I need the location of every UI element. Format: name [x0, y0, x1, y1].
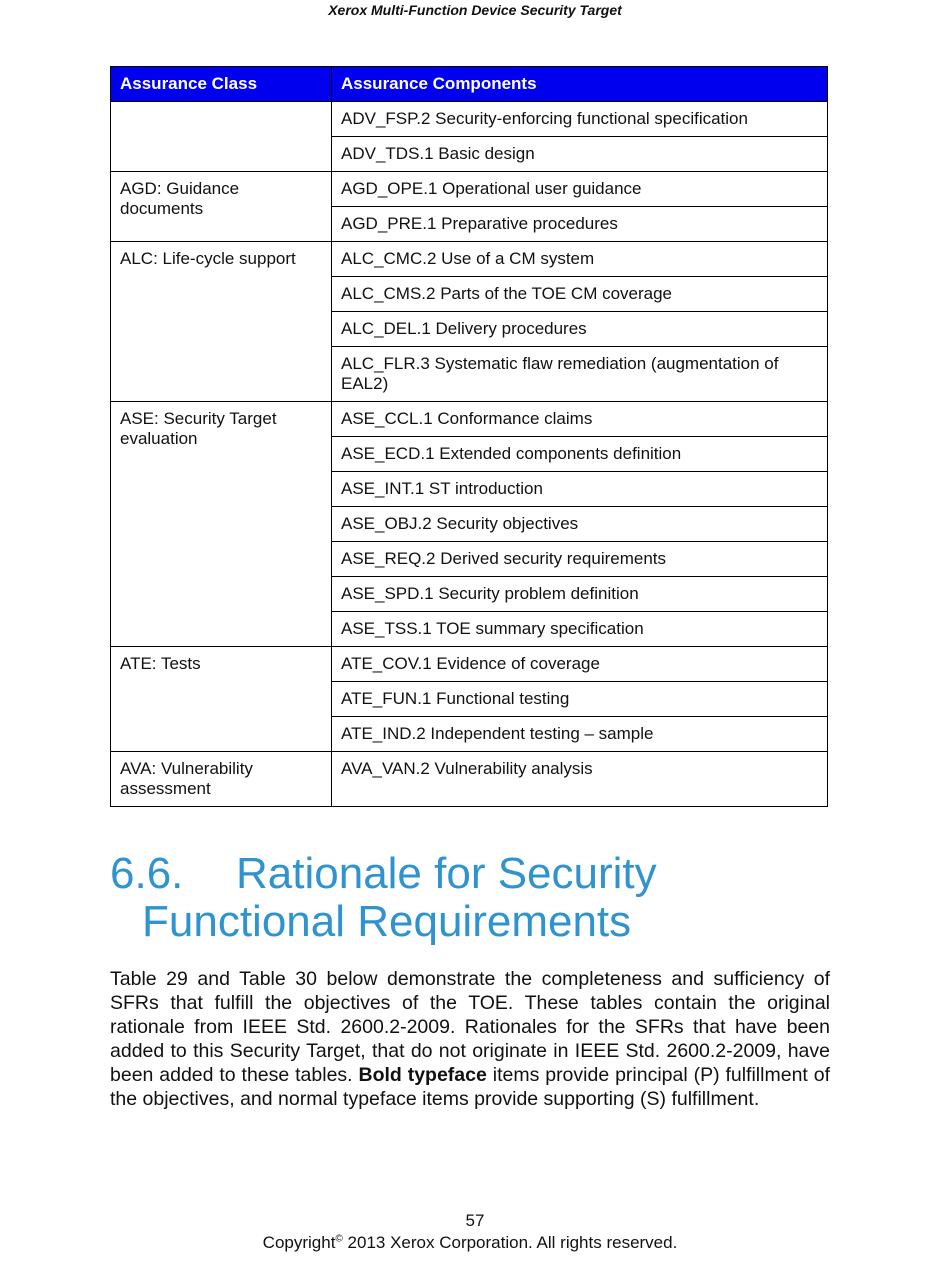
assurance-component-cell: ALC_CMC.2 Use of a CM system: [332, 242, 828, 277]
section-heading: [110, 850, 830, 946]
table-row: [111, 172, 828, 207]
copyright-notice: [0, 1233, 940, 1253]
assurance-component-cell: ATE_COV.1 Evidence of coverage: [332, 647, 828, 682]
assurance-component-cell: ASE_TSS.1 TOE summary specification: [332, 612, 828, 647]
assurance-class-cell: AGD: Guidance documents: [111, 172, 332, 242]
table-row: [111, 647, 828, 682]
section-title-line2: Functional Requirements: [142, 897, 632, 946]
copyright-symbol: ©: [335, 1233, 343, 1245]
assurance-component-cell: ASE_INT.1 ST introduction: [332, 472, 828, 507]
body-bold-text: Bold typeface: [358, 1064, 487, 1086]
assurance-component-cell: ALC_CMS.2 Parts of the TOE CM coverage: [332, 277, 828, 312]
body-text-part1: Table 29 and Table 30 below demonstrate the completeness and sufficiency of SFRs that fulfill the objectives of the TOE. These tables contain the original rationale from IEEE Std. 2600.2-2009. Rationales for the SFRs that have been added to this Security Target, that do not originate in IEEE Std. 2600.2-2009, have been added to these tables.: [110, 968, 830, 1086]
assurance-class-cell: [111, 102, 332, 172]
section-number: 6.6.: [110, 849, 184, 898]
copyright-prefix: Copyright: [262, 1233, 336, 1252]
assurance-component-cell: AGD_PRE.1 Preparative procedures: [332, 207, 828, 242]
assurance-component-cell: AVA_VAN.2 Vulnerability analysis: [332, 752, 828, 807]
running-header: Xerox Multi-Function Device Security Target: [328, 2, 622, 18]
section-title-line1: Rationale for Security: [236, 849, 657, 898]
table-body: [111, 102, 828, 807]
assurance-component-cell: ALC_DEL.1 Delivery procedures: [332, 312, 828, 347]
assurance-component-cell: ASE_OBJ.2 Security objectives: [332, 507, 828, 542]
assurance-class-cell: ASE: Security Target evaluation: [111, 402, 332, 647]
assurance-component-cell: ATE_IND.2 Independent testing – sample: [332, 717, 828, 752]
table-header-row: [111, 67, 828, 102]
assurance-component-cell: ATE_FUN.1 Functional testing: [332, 682, 828, 717]
assurance-component-cell: ADV_TDS.1 Basic design: [332, 137, 828, 172]
page-number: 57: [465, 1211, 485, 1230]
assurance-class-cell: ATE: Tests: [111, 647, 332, 752]
assurance-class-cell: AVA: Vulnerability assessment: [111, 752, 332, 807]
assurance-table: [110, 66, 828, 807]
assurance-component-cell: ASE_REQ.2 Derived security requirements: [332, 542, 828, 577]
assurance-component-cell: ALC_FLR.3 Systematic flaw remediation (augmentation of EAL2): [332, 347, 828, 402]
assurance-component-cell: ADV_FSP.2 Security-enforcing functional specification: [332, 102, 828, 137]
assurance-component-cell: ASE_CCL.1 Conformance claims: [332, 402, 828, 437]
body-paragraph: [110, 967, 830, 1111]
body-text-part2: items provide principal (P) fulfillment of the objectives, and normal typeface items provide supporting (S) fulfillment.: [110, 1064, 830, 1110]
table-row: [111, 752, 828, 807]
column-header-components: Assurance Components: [332, 67, 828, 102]
assurance-class-cell: ALC: Life-cycle support: [111, 242, 332, 402]
copyright-suffix: 2013 Xerox Corporation. All rights reserved.: [342, 1233, 678, 1252]
table-row: [111, 102, 828, 137]
table-row: [111, 402, 828, 437]
assurance-component-cell: AGD_OPE.1 Operational user guidance: [332, 172, 828, 207]
assurance-component-cell: ASE_ECD.1 Extended components definition: [332, 437, 828, 472]
assurance-component-cell: ASE_SPD.1 Security problem definition: [332, 577, 828, 612]
column-header-class: Assurance Class: [111, 67, 332, 102]
table-row: [111, 242, 828, 277]
